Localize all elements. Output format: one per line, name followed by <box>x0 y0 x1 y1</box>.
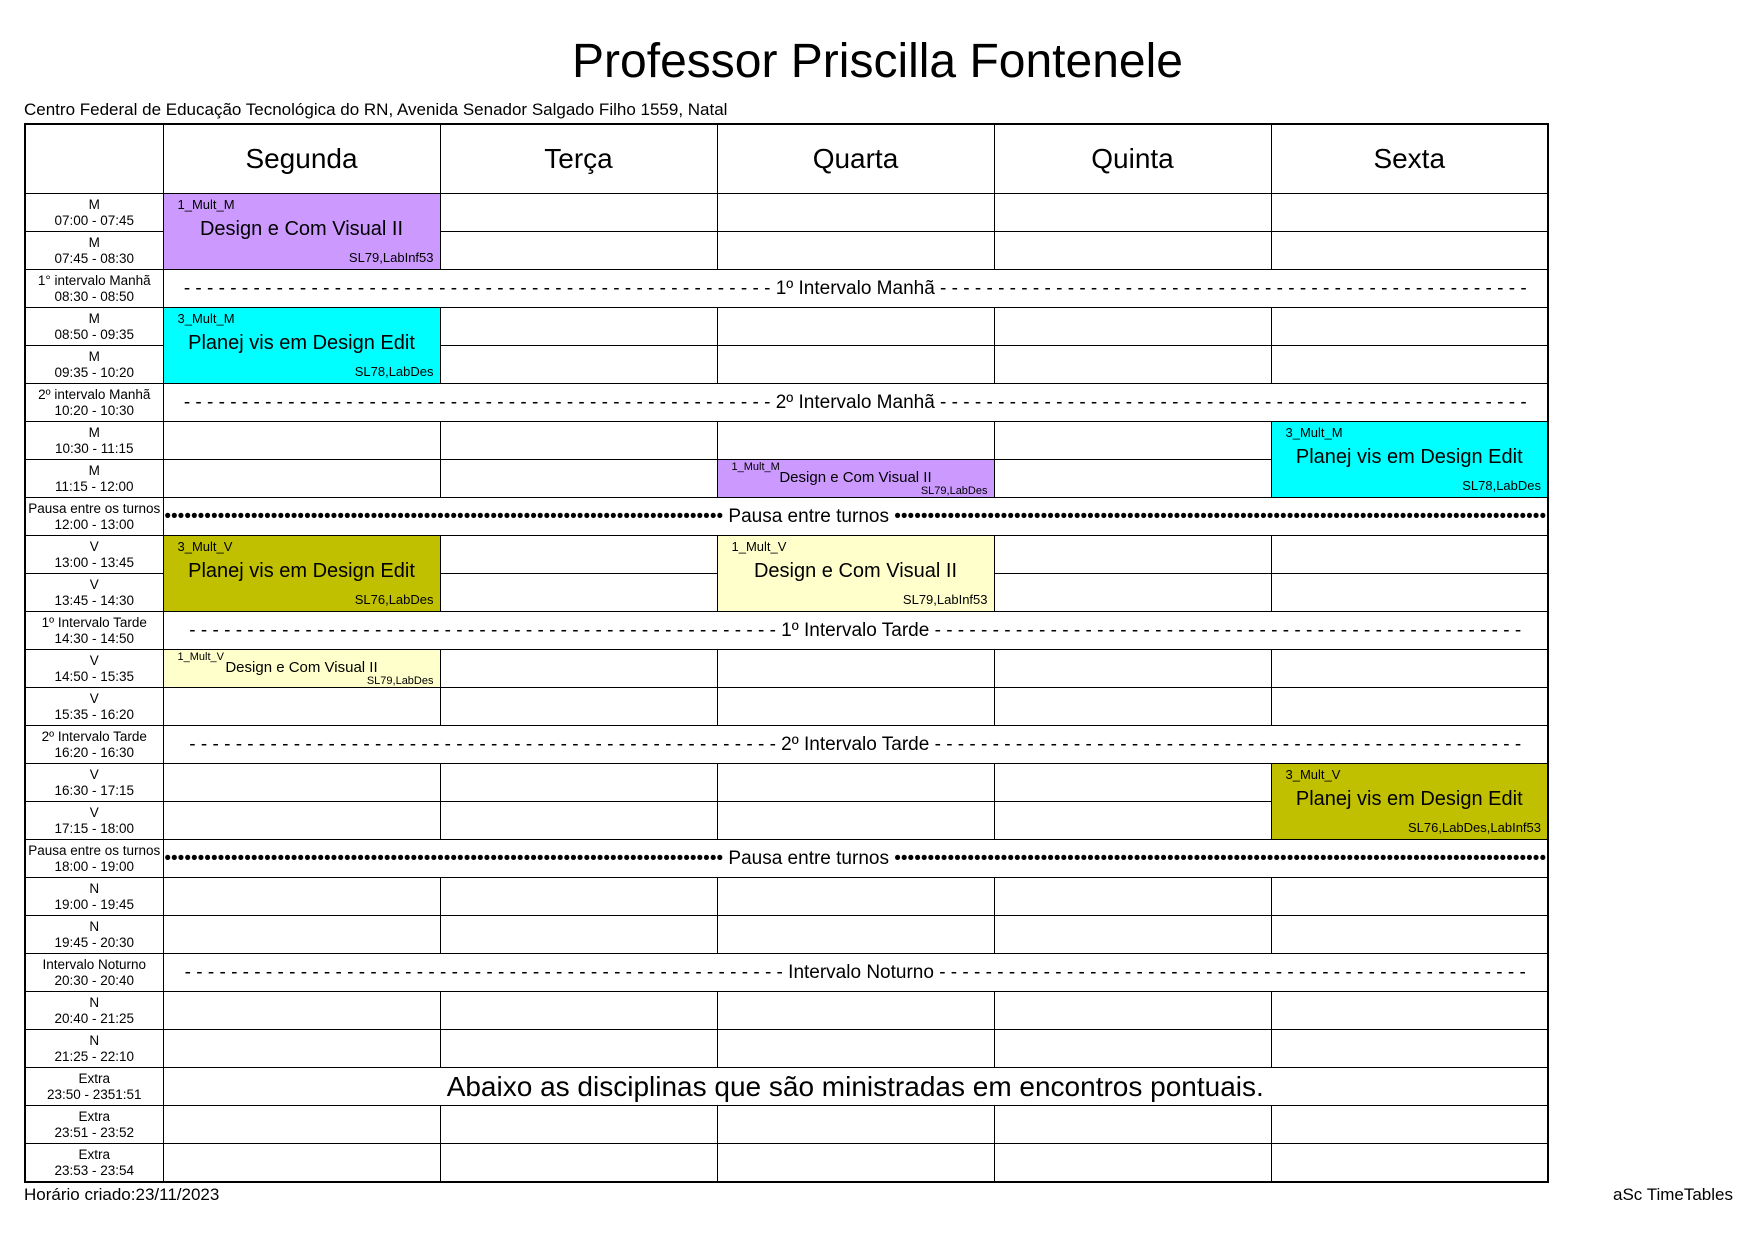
lesson-subject: Design e Com Visual II <box>225 659 378 676</box>
empty-cell <box>163 916 440 954</box>
period-label <box>25 460 163 498</box>
period-time: 11:15 - 12:00 <box>54 478 134 494</box>
table-row <box>25 270 1548 308</box>
period-time: 13:45 - 14:30 <box>54 592 135 608</box>
empty-cell <box>717 688 994 726</box>
break-row-label: •••••••••••••••••••••••••••••••••••••••••••••••••••••••••••••••••••••••••••••••••••• Pausa entre turnos •••••••••••••••••••••••••••••••••••••••••••••••••••••••••••••••••••••••••••••••••••••••••••••••••• <box>163 840 1548 878</box>
empty-cell <box>163 422 440 460</box>
empty-cell <box>717 346 994 384</box>
lesson-room: SL79,LabInf53 <box>348 250 434 265</box>
lesson-room: SL79,LabDes <box>366 675 434 687</box>
period-label <box>25 688 163 726</box>
page-title: Professor Priscilla Fontenele <box>572 35 1183 88</box>
empty-cell <box>440 460 717 498</box>
lesson-group: 1_Mult_V <box>177 651 224 663</box>
table-row <box>25 992 1548 1030</box>
period-time: 14:30 - 14:50 <box>54 630 135 646</box>
day-header-segunda: Segunda <box>163 124 440 194</box>
empty-cell <box>440 1106 717 1144</box>
period-time: 23:51 - 23:52 <box>54 1124 135 1140</box>
period-name: N <box>89 880 100 896</box>
empty-cell <box>717 878 994 916</box>
empty-cell <box>440 194 717 232</box>
empty-cell <box>717 1030 994 1068</box>
period-label <box>25 1030 163 1068</box>
period-label <box>25 916 163 954</box>
period-name: M <box>88 310 100 326</box>
lesson-room: SL79,LabInf53 <box>902 592 988 607</box>
table-row <box>25 612 1548 650</box>
empty-cell <box>163 1030 440 1068</box>
period-time: 19:45 - 20:30 <box>54 934 135 950</box>
lesson-cell[interactable] <box>717 460 994 498</box>
period-time: 16:20 - 16:30 <box>54 744 135 760</box>
table-row <box>25 1106 1548 1144</box>
period-name: M <box>88 424 100 440</box>
lesson-room: SL76,LabDes,LabInf53 <box>1408 820 1541 835</box>
period-name: 2º Intervalo Tarde <box>41 728 147 744</box>
table-row <box>25 840 1548 878</box>
table-row <box>25 384 1548 422</box>
period-label <box>25 650 163 688</box>
empty-cell <box>163 802 440 840</box>
lesson-room: SL79,LabDes <box>920 485 988 497</box>
empty-cell <box>994 194 1271 232</box>
empty-cell <box>163 878 440 916</box>
table-row <box>25 954 1548 992</box>
brand-label: aSc TimeTables <box>1613 1185 1733 1204</box>
period-name: M <box>88 462 100 478</box>
extra-notice: Abaixo as disciplinas que são ministradas em encontros pontuais. <box>163 1068 1548 1106</box>
break-row-label: - - - - - - - - - - - - - - - - - - - - - - - - - - - - - - - - - - - - - - - - - - - - - - - - - - - 1º Intervalo Manhã - - - - - - - - - - - - - - - - - - - - - - - - - - - - - - - - - - - - - - - - - - - - - - - - - - - <box>163 270 1548 308</box>
table-row <box>25 726 1548 764</box>
period-time: 20:40 - 21:25 <box>54 1010 135 1026</box>
lesson-subject: Planej vis em Design Edit <box>188 332 415 354</box>
period-name: V <box>89 576 99 592</box>
period-label <box>25 194 163 232</box>
period-name: V <box>89 804 99 820</box>
period-name: V <box>89 766 99 782</box>
empty-cell <box>717 764 994 802</box>
empty-cell <box>1271 878 1548 916</box>
day-header-quinta: Quinta <box>994 124 1271 194</box>
period-label <box>25 384 163 422</box>
empty-cell <box>994 574 1271 612</box>
lesson-room: SL78,LabDes <box>354 364 434 379</box>
empty-cell <box>717 1106 994 1144</box>
lesson-subject: Planej vis em Design Edit <box>1295 788 1523 810</box>
period-label <box>25 346 163 384</box>
empty-cell <box>994 878 1271 916</box>
period-time: 15:35 - 16:20 <box>54 706 135 722</box>
lesson-cell[interactable] <box>717 536 994 612</box>
period-label <box>25 308 163 346</box>
table-row <box>25 1144 1548 1183</box>
table-row <box>25 764 1548 802</box>
empty-cell <box>163 1144 440 1183</box>
empty-cell <box>440 232 717 270</box>
period-name: N <box>89 1032 100 1048</box>
period-label <box>25 802 163 840</box>
table-row <box>25 498 1548 536</box>
empty-cell <box>163 764 440 802</box>
empty-cell <box>440 764 717 802</box>
empty-cell <box>440 916 717 954</box>
empty-cell <box>994 1106 1271 1144</box>
empty-cell <box>994 650 1271 688</box>
period-label <box>25 232 163 270</box>
empty-cell <box>994 1030 1271 1068</box>
lesson-group: 1_Mult_V <box>731 539 787 554</box>
period-label <box>25 270 163 308</box>
lesson-room: SL78,LabDes <box>1462 478 1541 493</box>
empty-cell <box>1271 992 1548 1030</box>
empty-cell <box>1271 916 1548 954</box>
period-time: 18:00 - 19:00 <box>54 858 135 874</box>
empty-cell <box>440 688 717 726</box>
period-time: 07:45 - 08:30 <box>54 250 135 266</box>
period-label <box>25 536 163 574</box>
period-time: 16:30 - 17:15 <box>54 782 135 798</box>
empty-cell <box>994 688 1271 726</box>
period-name: Intervalo Noturno <box>42 956 147 972</box>
lesson-subject: Design e Com Visual II <box>779 469 932 486</box>
empty-cell <box>717 308 994 346</box>
period-time: 14:50 - 15:35 <box>54 668 135 684</box>
empty-cell <box>1271 650 1548 688</box>
lesson-room: SL76,LabDes <box>354 592 434 607</box>
day-header-sexta: Sexta <box>1271 124 1548 194</box>
empty-cell <box>994 1144 1271 1183</box>
period-name: N <box>89 918 100 934</box>
empty-cell <box>717 802 994 840</box>
empty-cell <box>717 992 994 1030</box>
period-label <box>25 574 163 612</box>
period-time: 09:35 - 10:20 <box>54 364 135 380</box>
day-header-quarta: Quarta <box>717 124 994 194</box>
period-label <box>25 612 163 650</box>
period-label <box>25 1106 163 1144</box>
empty-cell <box>1271 308 1548 346</box>
period-label <box>25 1068 163 1106</box>
period-time: 12:00 - 13:00 <box>54 516 135 532</box>
period-name: V <box>89 538 99 554</box>
table-row <box>25 916 1548 954</box>
school-address: Centro Federal de Educação Tecnológica do RN, Avenida Senador Salgado Filho 1559, Natal <box>24 100 728 119</box>
table-row <box>25 1030 1548 1068</box>
break-row-label: •••••••••••••••••••••••••••••••••••••••••••••••••••••••••••••••••••••••••••••••••••• Pausa entre turnos •••••••••••••••••••••••••••••••••••••••••••••••••••••••••••••••••••••••••••••••••••••••••••••••••• <box>163 498 1548 536</box>
empty-cell <box>717 194 994 232</box>
period-name: N <box>89 994 100 1010</box>
empty-cell <box>440 422 717 460</box>
period-time: 17:15 - 18:00 <box>54 820 135 836</box>
period-label <box>25 840 163 878</box>
period-name: V <box>89 652 99 668</box>
lesson-group: 3_Mult_V <box>1285 767 1341 782</box>
period-name: Extra <box>78 1070 110 1086</box>
empty-cell <box>440 346 717 384</box>
period-label <box>25 422 163 460</box>
lesson-cell[interactable] <box>163 650 440 688</box>
empty-cell <box>440 802 717 840</box>
period-time: 23:53 - 23:54 <box>54 1162 135 1178</box>
empty-cell <box>440 1030 717 1068</box>
period-time: 23:50 - 2351:51 <box>46 1086 142 1102</box>
period-time: 07:00 - 07:45 <box>54 212 135 228</box>
empty-cell <box>163 992 440 1030</box>
period-name: Extra <box>78 1146 110 1162</box>
empty-cell <box>1271 536 1548 574</box>
lesson-group: 3_Mult_M <box>1285 425 1343 440</box>
period-label <box>25 992 163 1030</box>
lesson-subject: Design e Com Visual II <box>753 560 958 582</box>
corner-cell <box>25 124 163 194</box>
lesson-subject: Planej vis em Design Edit <box>188 560 415 582</box>
period-name: 1º Intervalo Tarde <box>41 614 147 630</box>
empty-cell <box>440 878 717 916</box>
empty-cell <box>440 574 717 612</box>
empty-cell <box>1271 574 1548 612</box>
empty-cell <box>1271 194 1548 232</box>
period-name: V <box>89 690 99 706</box>
empty-cell <box>994 232 1271 270</box>
empty-cell <box>1271 232 1548 270</box>
empty-cell <box>717 232 994 270</box>
period-time: 21:25 - 22:10 <box>54 1048 135 1064</box>
empty-cell <box>1271 346 1548 384</box>
empty-cell <box>440 992 717 1030</box>
period-time: 08:50 - 09:35 <box>54 326 135 342</box>
break-row-label: - - - - - - - - - - - - - - - - - - - - - - - - - - - - - - - - - - - - - - - - - - - - - - - - - - - 1º Intervalo Tarde - - - - - - - - - - - - - - - - - - - - - - - - - - - - - - - - - - - - - - - - - - - - - - - - - - - <box>163 612 1548 650</box>
empty-cell <box>994 460 1271 498</box>
period-name: Pausa entre os turnos <box>28 500 161 516</box>
period-name: Extra <box>78 1108 110 1124</box>
period-time: 19:00 - 19:45 <box>54 896 135 912</box>
day-header-row <box>25 124 1548 194</box>
timetable-grid <box>24 123 1549 1183</box>
table-row <box>25 1068 1548 1106</box>
table-row <box>25 308 1548 346</box>
period-name: M <box>88 348 100 364</box>
empty-cell <box>994 422 1271 460</box>
table-row <box>25 422 1548 460</box>
day-header-terca: Terça <box>440 124 717 194</box>
empty-cell <box>163 460 440 498</box>
period-label <box>25 1144 163 1183</box>
empty-cell <box>717 422 994 460</box>
period-name: M <box>88 234 100 250</box>
lesson-cell[interactable] <box>163 536 440 612</box>
empty-cell <box>994 992 1271 1030</box>
empty-cell <box>163 1106 440 1144</box>
break-row-label: - - - - - - - - - - - - - - - - - - - - - - - - - - - - - - - - - - - - - - - - - - - - - - - - - - - 2º Intervalo Tarde - - - - - - - - - - - - - - - - - - - - - - - - - - - - - - - - - - - - - - - - - - - - - - - - - - - <box>163 726 1548 764</box>
lesson-subject: Design e Com Visual II <box>199 218 404 240</box>
empty-cell <box>994 764 1271 802</box>
table-row <box>25 536 1548 574</box>
empty-cell <box>717 1144 994 1183</box>
table-row <box>25 878 1548 916</box>
lesson-subject: Planej vis em Design Edit <box>1295 446 1523 468</box>
period-label <box>25 726 163 764</box>
period-time: 20:30 - 20:40 <box>54 972 135 988</box>
empty-cell <box>1271 1106 1548 1144</box>
period-name: M <box>88 196 100 212</box>
empty-cell <box>440 536 717 574</box>
empty-cell <box>994 308 1271 346</box>
break-row-label: - - - - - - - - - - - - - - - - - - - - - - - - - - - - - - - - - - - - - - - - - - - - - - - - - - - 2º Intervalo Manhã - - - - - - - - - - - - - - - - - - - - - - - - - - - - - - - - - - - - - - - - - - - - - - - - - - - <box>163 384 1548 422</box>
period-label <box>25 954 163 992</box>
empty-cell <box>717 916 994 954</box>
lesson-cell[interactable] <box>163 194 440 270</box>
lesson-cell[interactable] <box>163 308 440 384</box>
empty-cell <box>1271 1030 1548 1068</box>
empty-cell <box>994 536 1271 574</box>
empty-cell <box>163 688 440 726</box>
empty-cell <box>994 802 1271 840</box>
empty-cell <box>440 650 717 688</box>
empty-cell <box>994 916 1271 954</box>
period-time: 08:30 - 08:50 <box>54 288 135 304</box>
lesson-group: 1_Mult_M <box>731 461 780 473</box>
period-label <box>25 764 163 802</box>
empty-cell <box>440 308 717 346</box>
table-row <box>25 194 1548 232</box>
period-name: 1° intervalo Manhã <box>37 272 151 288</box>
lesson-group: 3_Mult_M <box>177 311 235 326</box>
lesson-group: 1_Mult_M <box>177 197 235 212</box>
lesson-cell[interactable] <box>1271 422 1548 498</box>
period-name: Pausa entre os turnos <box>28 842 161 858</box>
period-label <box>25 498 163 536</box>
lesson-group: 3_Mult_V <box>177 539 233 554</box>
period-time: 13:00 - 13:45 <box>54 554 135 570</box>
period-name: 2º intervalo Manhã <box>38 386 151 402</box>
empty-cell <box>717 650 994 688</box>
empty-cell <box>994 346 1271 384</box>
period-time: 10:30 - 11:15 <box>54 440 134 456</box>
empty-cell <box>1271 688 1548 726</box>
created-date: Horário criado:23/11/2023 <box>24 1185 220 1204</box>
table-row <box>25 650 1548 688</box>
break-row-label: - - - - - - - - - - - - - - - - - - - - - - - - - - - - - - - - - - - - - - - - - - - - - - - - - - - - Intervalo Noturno - - - - - - - - - - - - - - - - - - - - - - - - - - - - - - - - - - - - - - - - - - - - - - - - - - - <box>163 954 1548 992</box>
table-row <box>25 688 1548 726</box>
empty-cell <box>1271 1144 1548 1183</box>
empty-cell <box>440 1144 717 1183</box>
period-time: 10:20 - 10:30 <box>54 402 135 418</box>
period-label <box>25 878 163 916</box>
lesson-cell[interactable] <box>1271 764 1548 840</box>
